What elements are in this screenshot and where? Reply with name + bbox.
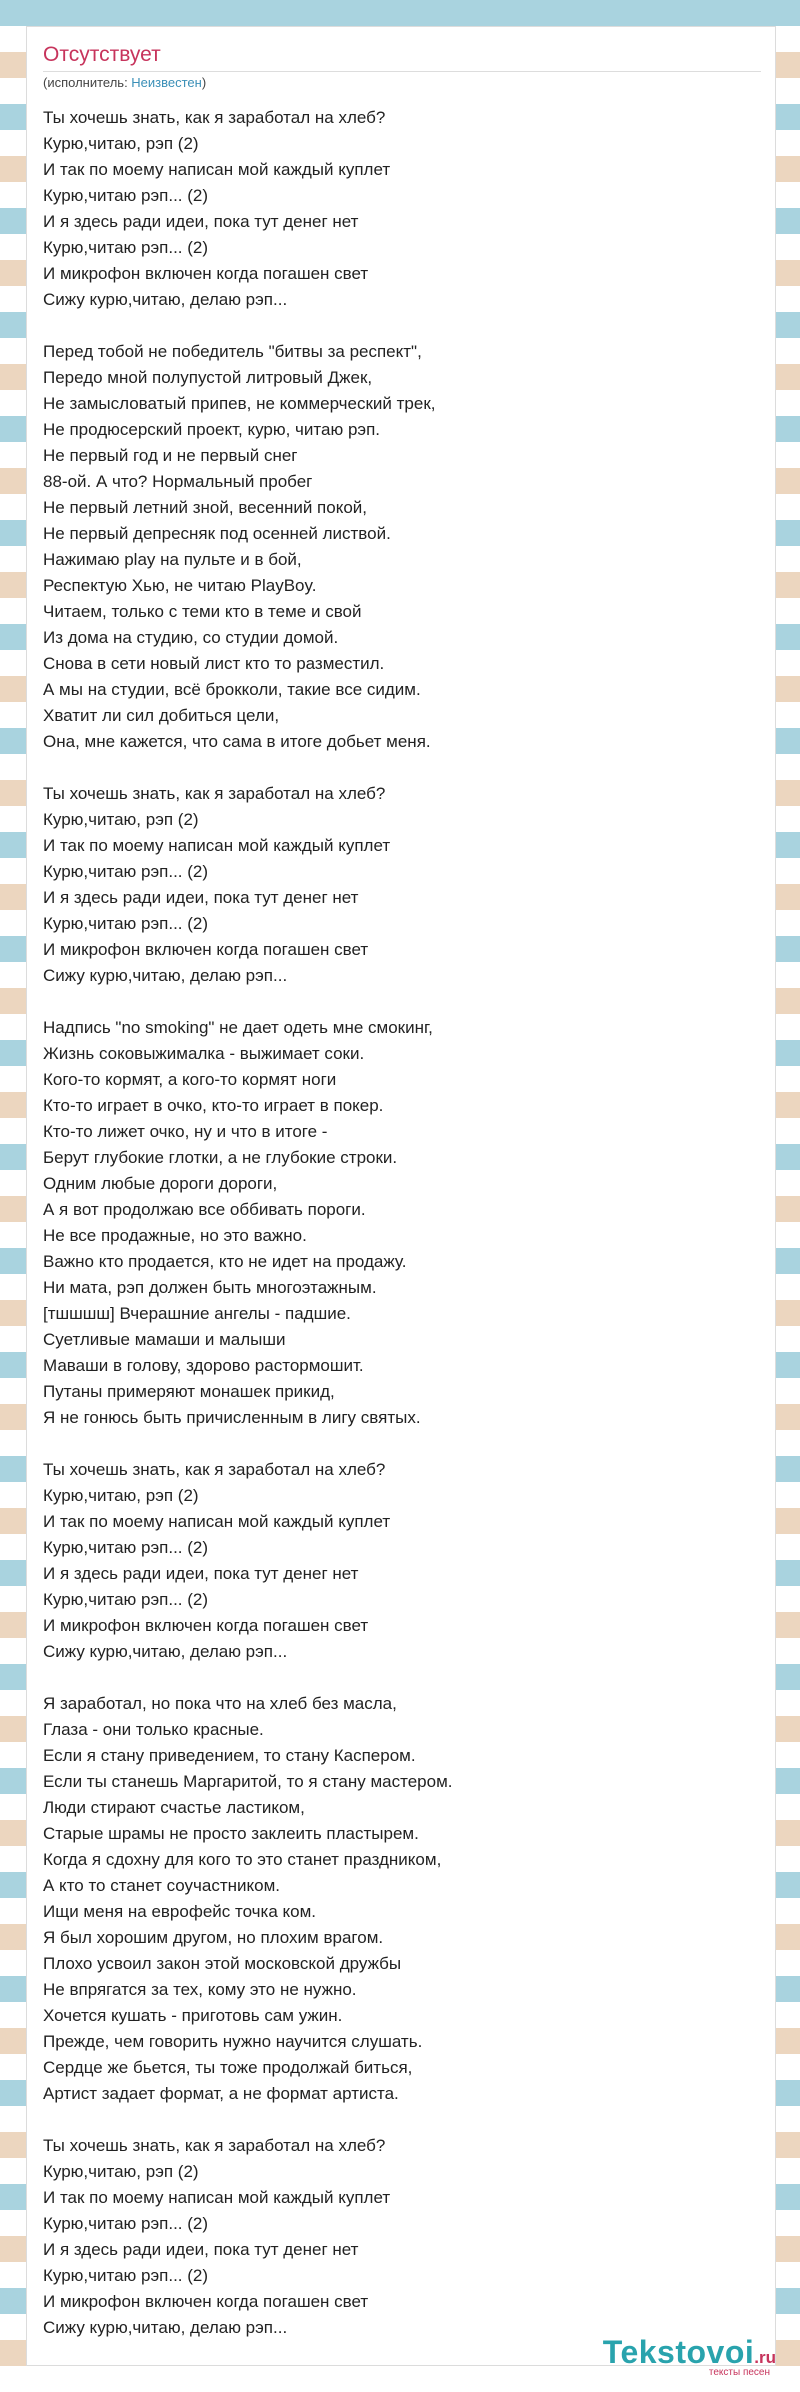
title-divider — [43, 71, 761, 72]
lyric-line: Курю,читаю рэп... (2) — [43, 1590, 209, 1609]
lyric-line: Кого-то кормят, а кого-то кормят ноги — [43, 1070, 337, 1089]
lyric-line: Ты хочешь знать, как я заработал на хлеб? — [43, 108, 386, 127]
lyric-line: Одним любые дороги дороги, — [43, 1174, 278, 1193]
lyric-line: Не первый год и не первый снег — [43, 446, 298, 465]
lyric-line: Ты хочешь знать, как я заработал на хлеб? — [43, 1460, 386, 1479]
lyric-line: Жизнь соковыжималка - выжимает соки. — [43, 1044, 365, 1063]
logo-tld: .ru — [754, 2348, 776, 2367]
lyric-line: Респектую Хью, не читаю PlayBoy. — [43, 576, 317, 595]
lyrics-card — [26, 26, 776, 2366]
lyric-line: Прежде, чем говорить нужно научится слушать. — [43, 2032, 423, 2051]
artist-suffix: ) — [201, 75, 207, 90]
lyric-line: А кто то станет соучастником. — [43, 1876, 281, 1895]
lyric-line: Не все продажные, но это важно. — [43, 1226, 307, 1245]
lyric-line: Курю,читаю рэп... (2) — [43, 2214, 209, 2233]
lyric-line: Ни мата, рэп должен быть многоэтажным. — [43, 1278, 377, 1297]
lyric-line: И микрофон включен когда погашен свет — [43, 264, 369, 283]
lyrics-body — [43, 105, 743, 2341]
lyric-line: Курю,читаю, рэп (2) — [43, 810, 199, 829]
lyric-line: Ты хочешь знать, как я заработал на хлеб? — [43, 2136, 386, 2155]
logo-tagline: тексты песен — [708, 2367, 770, 2378]
lyric-line: Хватит ли сил добиться цели, — [43, 706, 280, 725]
lyric-line: Курю,читаю, рэп (2) — [43, 134, 199, 153]
lyric-line: Надпись "no smoking" не дает одеть мне смокинг, — [43, 1018, 433, 1037]
lyric-line: Передо мной полупустой литровый Джек, — [43, 368, 373, 387]
lyric-line: Сердце же бьется, ты тоже продолжай биться, — [43, 2058, 413, 2077]
lyric-line: Нажимаю play на пульте и в бой, — [43, 550, 302, 569]
lyric-line: Курю,читаю, рэп (2) — [43, 1486, 199, 1505]
logo-name: Tekstovoi — [602, 2334, 755, 2370]
stanza-break — [43, 989, 743, 1015]
lyric-line: Не продюсерский проект, курю, читаю рэп. — [43, 420, 380, 439]
lyric-line: И микрофон включен когда погашен свет — [43, 1616, 369, 1635]
stanza-break — [43, 1665, 743, 1691]
lyric-line: Курю,читаю рэп... (2) — [43, 238, 209, 257]
lyric-line: Хочется кушать - приготовь сам ужин. — [43, 2006, 343, 2025]
lyric-line: Я был хорошим другом, но плохим врагом. — [43, 1928, 384, 1947]
artist-line — [43, 75, 206, 90]
lyric-line: Если ты станешь Маргаритой, то я стану мастером. — [43, 1772, 453, 1791]
lyric-line: А мы на студии, всё брокколи, такие все сидим. — [43, 680, 421, 699]
lyric-line: Курю,читаю рэп... (2) — [43, 862, 209, 881]
lyric-line: Не первый депресняк под осенней листвой. — [43, 524, 391, 543]
lyric-line: И микрофон включен когда погашен свет — [43, 940, 369, 959]
artist-link[interactable]: Неизвестен — [131, 75, 202, 90]
lyric-line: Ищи меня на еврофейс точка ком. — [43, 1902, 317, 1921]
song-title: Отсутствует — [43, 43, 161, 66]
lyric-line: Ты хочешь знать, как я заработал на хлеб? — [43, 784, 386, 803]
lyric-line: Сижу курю,читаю, делаю рэп... — [43, 2318, 288, 2337]
lyric-line: Важно кто продается, кто не идет на продажу. — [43, 1252, 407, 1271]
lyric-line: И я здесь ради идеи, пока тут денег нет — [43, 212, 359, 231]
lyric-line: Курю,читаю рэп... (2) — [43, 186, 209, 205]
lyric-line: Суетливые мамаши и малыши — [43, 1330, 286, 1349]
lyric-line: Курю,читаю рэп... (2) — [43, 2266, 209, 2285]
lyric-line: Маваши в голову, здорово растормошит. — [43, 1356, 364, 1375]
lyric-line: Я заработал, но пока что на хлеб без масла, — [43, 1694, 397, 1713]
lyric-line: Плохо усвоил закон этой московской дружбы — [43, 1954, 402, 1973]
lyric-line: Курю,читаю, рэп (2) — [43, 2162, 199, 2181]
lyric-line: Сижу курю,читаю, делаю рэп... — [43, 966, 288, 985]
lyric-line: Артист задает формат, а не формат артиста. — [43, 2084, 399, 2103]
lyric-line: И так по моему написан мой каждый куплет — [43, 160, 391, 179]
lyric-line: Если я стану приведением, то стану Каспером. — [43, 1746, 416, 1765]
lyric-line: И я здесь ради идеи, пока тут денег нет — [43, 2240, 359, 2259]
stanza-break — [43, 755, 743, 781]
lyric-line: И я здесь ради идеи, пока тут денег нет — [43, 1564, 359, 1583]
lyric-line: Она, мне кажется, что сама в итоге добьет меня. — [43, 732, 431, 751]
lyric-line: Не первый летний зной, весенний покой, — [43, 498, 368, 517]
lyric-line: [тшшшш] Вчерашние ангелы - падшие. — [43, 1304, 351, 1323]
lyric-line: А я вот продолжаю все оббивать пороги. — [43, 1200, 366, 1219]
site-logo[interactable] — [603, 2334, 776, 2378]
stanza-break — [43, 1431, 743, 1457]
lyric-line: Читаем, только с теми кто в теме и свой — [43, 602, 362, 621]
lyric-line: Берут глубокие глотки, а не глубокие строки. — [43, 1148, 398, 1167]
stanza-break — [43, 313, 743, 339]
lyric-line: Не впрягатся за тех, кому это не нужно. — [43, 1980, 357, 1999]
lyric-line: Курю,читаю рэп... (2) — [43, 1538, 209, 1557]
lyric-line: И так по моему написан мой каждый куплет — [43, 836, 391, 855]
lyric-line: Снова в сети новый лист кто то разместил. — [43, 654, 385, 673]
lyric-line: Сижу курю,читаю, делаю рэп... — [43, 1642, 288, 1661]
lyric-line: Не замысловатый припев, не коммерческий трек, — [43, 394, 436, 413]
lyric-line: Кто-то лижет очко, ну и что в итоге - — [43, 1122, 328, 1141]
lyric-line: Курю,читаю рэп... (2) — [43, 914, 209, 933]
lyric-line: И микрофон включен когда погашен свет — [43, 2292, 369, 2311]
lyric-line: Перед тобой не победитель "битвы за респект", — [43, 342, 422, 361]
lyric-line: Из дома на студию, со студии домой. — [43, 628, 339, 647]
lyric-line: Кто-то играет в очко, кто-то играет в покер. — [43, 1096, 384, 1115]
lyric-line: Когда я сдохну для кого то это станет праздником, — [43, 1850, 442, 1869]
artist-prefix: (исполнитель: — [43, 75, 132, 90]
lyric-line: 88-ой. А что? Нормальный пробег — [43, 472, 313, 491]
lyric-line: И я здесь ради идеи, пока тут денег нет — [43, 888, 359, 907]
lyric-line: Я не гонюсь быть причисленным в лигу святых. — [43, 1408, 421, 1427]
lyric-line: Путаны примеряют монашек прикид, — [43, 1382, 335, 1401]
stanza-break — [43, 2107, 743, 2133]
lyric-line: И так по моему написан мой каждый куплет — [43, 2188, 391, 2207]
lyric-line: Люди стирают счастье ластиком, — [43, 1798, 305, 1817]
lyric-line: Старые шрамы не просто заклеить пластырем. — [43, 1824, 419, 1843]
lyric-line: Сижу курю,читаю, делаю рэп... — [43, 290, 288, 309]
lyric-line: И так по моему написан мой каждый куплет — [43, 1512, 391, 1531]
lyric-line: Глаза - они только красные. — [43, 1720, 264, 1739]
